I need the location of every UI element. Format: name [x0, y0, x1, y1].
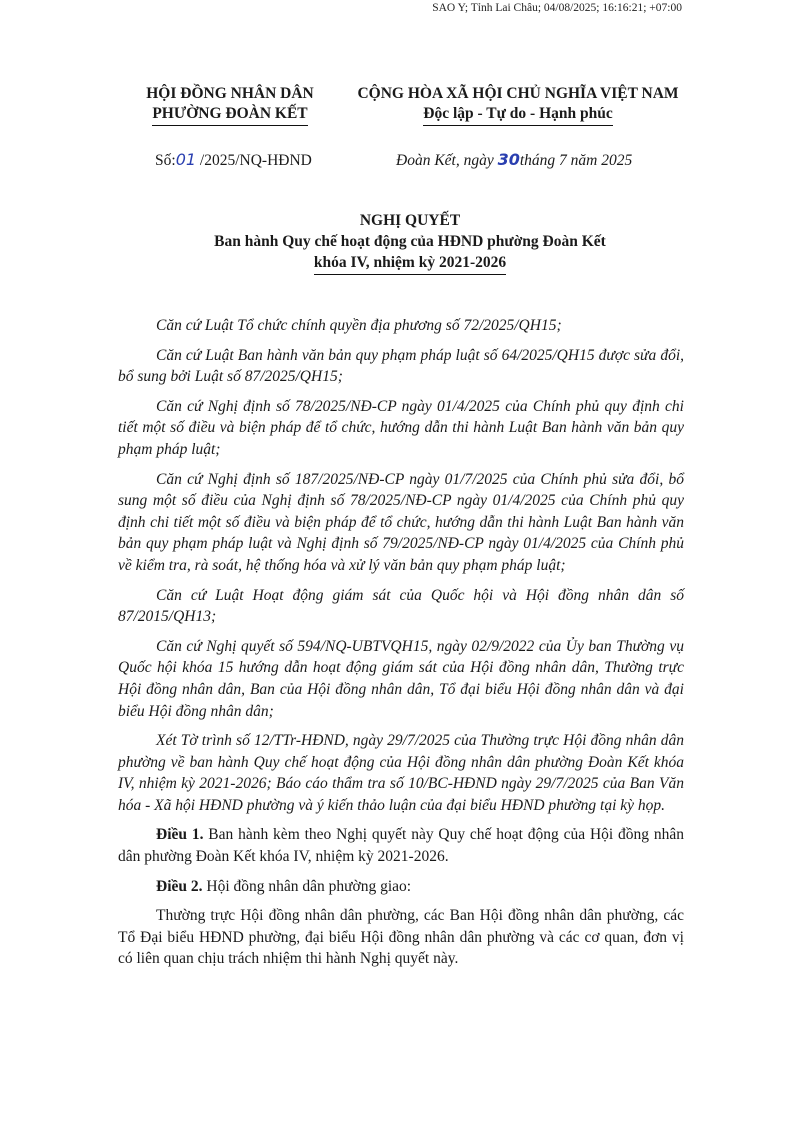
article-1	[118, 824, 684, 867]
document-title	[150, 210, 670, 275]
digital-copy-stamp: SAO Y; Tỉnh Lai Châu; 04/08/2025; 16:16:21; +07:00	[432, 2, 682, 14]
article-2	[118, 876, 684, 898]
issuing-organization	[115, 84, 345, 126]
org-line-1: HỘI ĐỒNG NHÂN DÂN	[146, 85, 314, 102]
article-1-label: Điều 1.	[156, 826, 204, 844]
document-number	[155, 150, 312, 170]
article-2-label: Điều 2.	[156, 877, 203, 895]
ref-prefix: Số:	[155, 152, 176, 169]
title-line-3: khóa IV, nhiệm kỳ 2021-2026	[314, 252, 506, 275]
legal-basis-6: Căn cứ Nghị quyết số 594/NQ-UBTVQH15, ngày 02/9/2022 của Ủy ban Thường vụ Quốc hội khóa 15 hướng dẫn hoạt động giám sát của Hội đồng nhân dân, Thường trực Hội đồng nhân dân, Ban của Hội đồng nhân dân, Tổ đại biểu Hội đồng nhân dân và đại biểu Hội đồng nhân dân;	[118, 637, 684, 720]
legal-basis-2: Căn cứ Luật Ban hành văn bản quy phạm pháp luật số 64/2025/QH15 được sửa đổi, bổ sung bởi Luật số 87/2025/QH15;	[118, 346, 684, 386]
consideration-clause: Xét Tờ trình số 12/TTr-HĐND, ngày 29/7/2025 của Thường trực Hội đồng nhân dân phường về ban hành Quy chế hoạt động của Hội đồng nhân dân phường Đoàn Kết khóa IV, nhiệm kỳ 2021-2026; Báo cáo thẩm tra số 10/BC-HĐND ngày 29/7/2025 của Ban Văn hóa - Xã hội HĐND phường và ý kiến thảo luận của đại biểu HĐND phường tại kỳ họp.	[118, 732, 684, 814]
document-date	[396, 150, 632, 170]
national-header	[348, 84, 688, 126]
document-body	[118, 315, 684, 978]
legal-basis-1: Căn cứ Luật Tổ chức chính quyền địa phương số 72/2025/QH15;	[156, 317, 562, 334]
date-prefix: Đoàn Kết, ngày	[396, 152, 498, 169]
motto: Độc lập - Tự do - Hạnh phúc	[423, 104, 612, 126]
article-2-detail: Thường trực Hội đồng nhân dân phường, các Ban Hội đồng nhân dân phường, các Tổ Đại biểu HĐND phường, đại biểu Hội đồng nhân dân phường và các cơ quan, đơn vị có liên quan chịu trách nhiệm thi hành Nghị quyết này.	[118, 907, 684, 968]
org-line-2: PHƯỜNG ĐOÀN KẾT	[152, 104, 307, 126]
ref-handwritten-number: 01	[175, 150, 197, 169]
title-line-2: Ban hành Quy chế hoạt động của HĐND phường Đoàn Kết	[214, 233, 606, 250]
article-2-text: Hội đồng nhân dân phường giao:	[202, 877, 412, 895]
ref-suffix: /2025/NQ-HĐND	[196, 152, 312, 169]
legal-basis-5: Căn cứ Luật Hoạt động giám sát của Quốc hội và Hội đồng nhân dân số 87/2015/QH13;	[118, 586, 684, 626]
date-suffix: tháng 7 năm 2025	[519, 152, 633, 169]
legal-basis-3: Căn cứ Nghị định số 78/2025/NĐ-CP ngày 01/4/2025 của Chính phủ quy định chi tiết một số điều và biện pháp để tổ chức, hướng dẫn thi hành Luật Ban hành văn bản quy phạm pháp luật;	[118, 397, 684, 458]
article-1-text: Ban hành kèm theo Nghị quyết này Quy chế hoạt động của Hội đồng nhân dân phường Đoàn Kết khóa IV, nhiệm kỳ 2021-2026.	[118, 826, 684, 866]
nation-line-1: CỘNG HÒA XÃ HỘI CHỦ NGHĨA VIỆT NAM	[357, 85, 679, 102]
title-line-1: NGHỊ QUYẾT	[359, 212, 461, 229]
legal-basis-4: Căn cứ Nghị định số 187/2025/NĐ-CP ngày 01/7/2025 của Chính phủ sửa đổi, bổ sung một số điều của Nghị định số 78/2025/NĐ-CP ngày 01/4/2025 của Chính phủ quy định chi tiết một số điều và biện pháp để tổ chức, hướng dẫn thi hành Luật Ban hành văn bản quy phạm pháp luật và Nghị định số 79/2025/NĐ-CP ngày 01/4/2025 của Chính phủ về kiểm tra, rà soát, hệ thống hóa và xử lý văn bản quy phạm pháp luật;	[118, 470, 684, 574]
date-handwritten-day: 30	[497, 150, 520, 169]
